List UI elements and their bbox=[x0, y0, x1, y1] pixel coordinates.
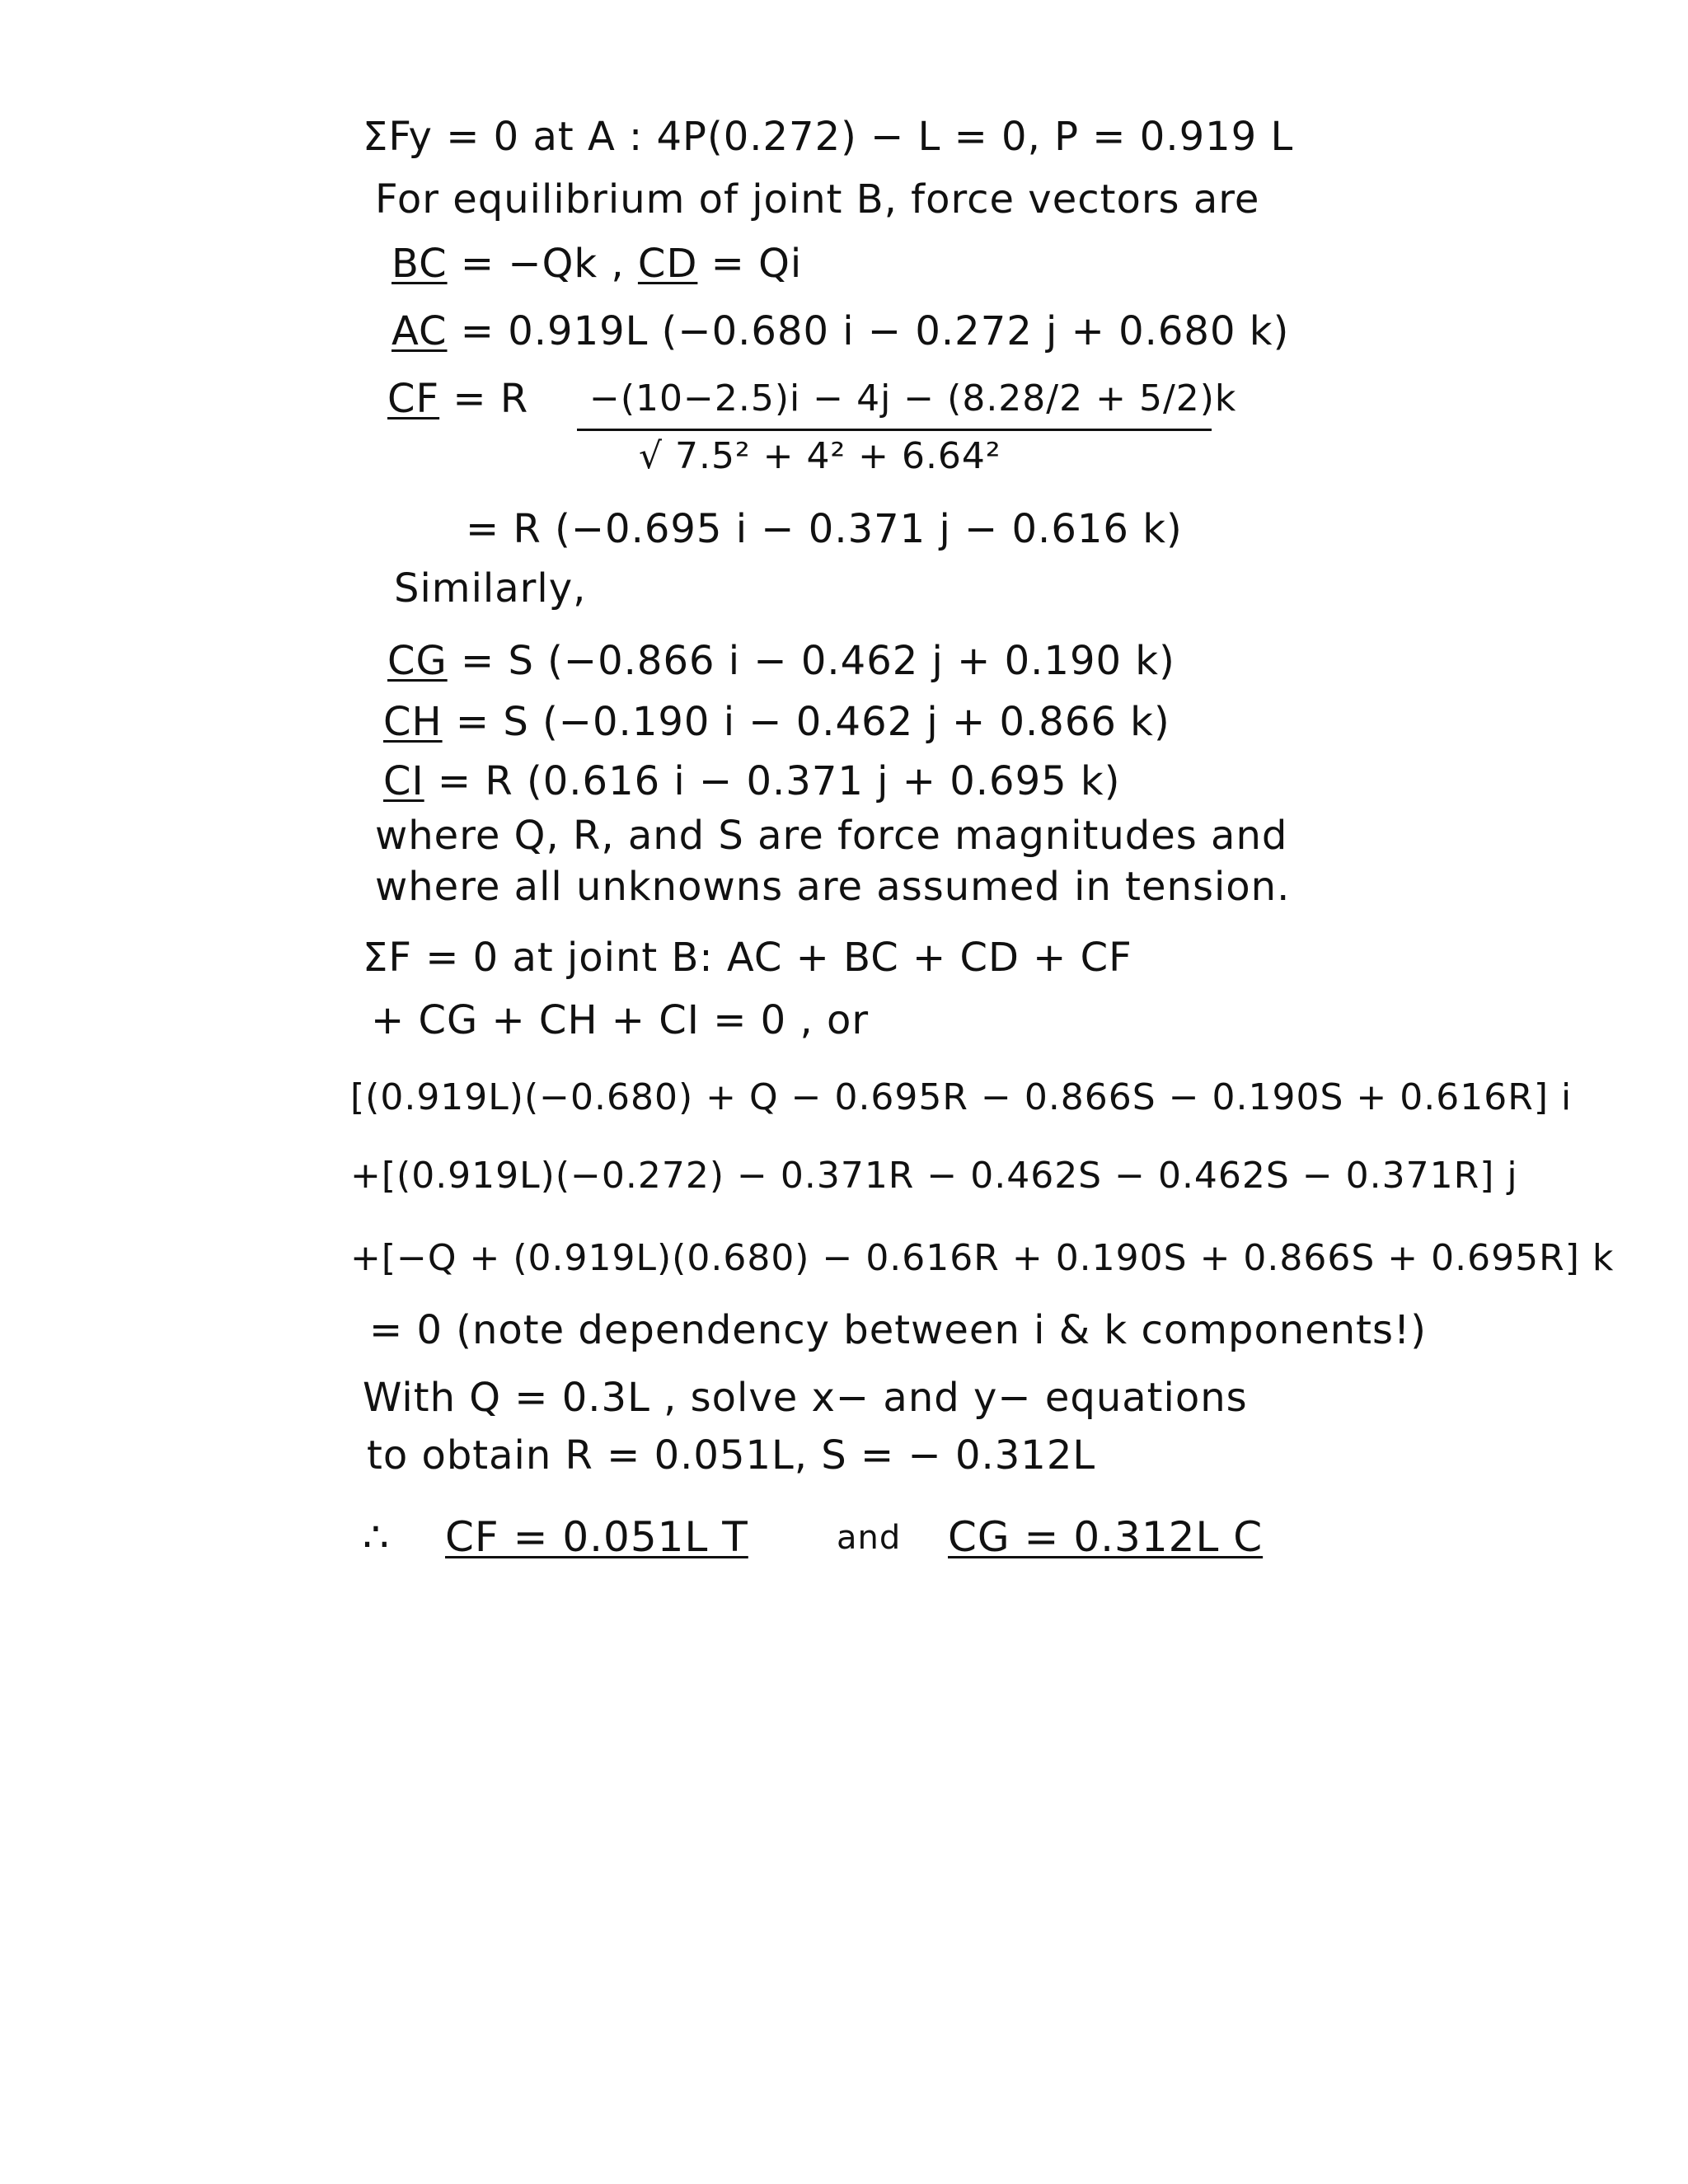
ci-label: CI bbox=[383, 758, 424, 804]
ci-vector bbox=[383, 758, 1121, 804]
tension-note: where all unknowns are assumed in tension. bbox=[375, 864, 1291, 910]
ac-label: AC bbox=[392, 308, 448, 354]
cg-label: CG bbox=[387, 638, 448, 684]
similarly-text: Similarly, bbox=[394, 565, 587, 612]
ch-expression: = S (−0.190 i − 0.462 j + 0.866 k) bbox=[442, 699, 1170, 745]
ci-expression: = R (0.616 i − 0.371 j + 0.695 k) bbox=[424, 758, 1121, 804]
cg-final-answer: CG = 0.312L C bbox=[948, 1513, 1264, 1561]
cd-label: CD bbox=[637, 241, 698, 287]
cf-prefix: = R bbox=[439, 376, 529, 422]
equilibrium-statement: For equilibrium of joint B, force vectors are bbox=[375, 176, 1260, 223]
dependency-note: = 0 (note dependency between i & k components!) bbox=[369, 1307, 1427, 1353]
cf-denominator: √ 7.5² + 4² + 6.64² bbox=[639, 435, 1001, 477]
ac-expression: = 0.919L (−0.680 i − 0.272 j + 0.680 k) bbox=[447, 308, 1290, 354]
cf-fraction-bar bbox=[577, 429, 1212, 431]
sum-fy-equation: ΣFy = 0 at A : 4P(0.272) − L = 0, P = 0.919 L bbox=[363, 114, 1294, 160]
sum-f-equation-cont: + CG + CH + CI = 0 , or bbox=[371, 997, 870, 1043]
cg-vector bbox=[387, 638, 1175, 684]
ch-label: CH bbox=[383, 699, 443, 745]
ch-vector bbox=[383, 699, 1170, 745]
solution-values: to obtain R = 0.051L, S = − 0.312L bbox=[367, 1432, 1096, 1479]
j-component-equation: +[(0.919L)(−0.272) − 0.371R − 0.462S − 0.462S − 0.371R] j bbox=[350, 1155, 1518, 1197]
bc-cd-vectors bbox=[392, 241, 803, 287]
and-text: and bbox=[837, 1519, 902, 1557]
bc-label: BC bbox=[392, 241, 448, 287]
cd-expression: = Qi bbox=[697, 241, 803, 287]
cg-expression: = S (−0.866 i − 0.462 j + 0.190 k) bbox=[447, 638, 1175, 684]
ac-vector bbox=[392, 308, 1290, 354]
k-component-equation: +[−Q + (0.919L)(0.680) − 0.616R + 0.190S + 0.866S + 0.695R] k bbox=[350, 1237, 1615, 1279]
magnitudes-note: where Q, R, and S are force magnitudes and bbox=[375, 813, 1288, 859]
sum-f-equation: ΣF = 0 at joint B: AC + BC + CD + CF bbox=[363, 935, 1132, 981]
cf-final-answer: CF = 0.051L T bbox=[445, 1513, 748, 1561]
with-q-statement: With Q = 0.3L , solve x− and y− equations bbox=[363, 1375, 1248, 1421]
cf-result: = R (−0.695 i − 0.371 j − 0.616 k) bbox=[466, 506, 1183, 552]
i-component-equation: [(0.919L)(−0.680) + Q − 0.695R − 0.866S − 0.190S + 0.616R] i bbox=[350, 1076, 1573, 1118]
cf-vector bbox=[387, 376, 529, 422]
cf-numerator: −(10−2.5)i − 4j − (8.28/2 + 5/2)k bbox=[589, 377, 1237, 419]
therefore-symbol: ∴ bbox=[363, 1513, 390, 1561]
bc-expression: = −Qk , bbox=[447, 241, 638, 287]
cf-label: CF bbox=[387, 376, 440, 422]
